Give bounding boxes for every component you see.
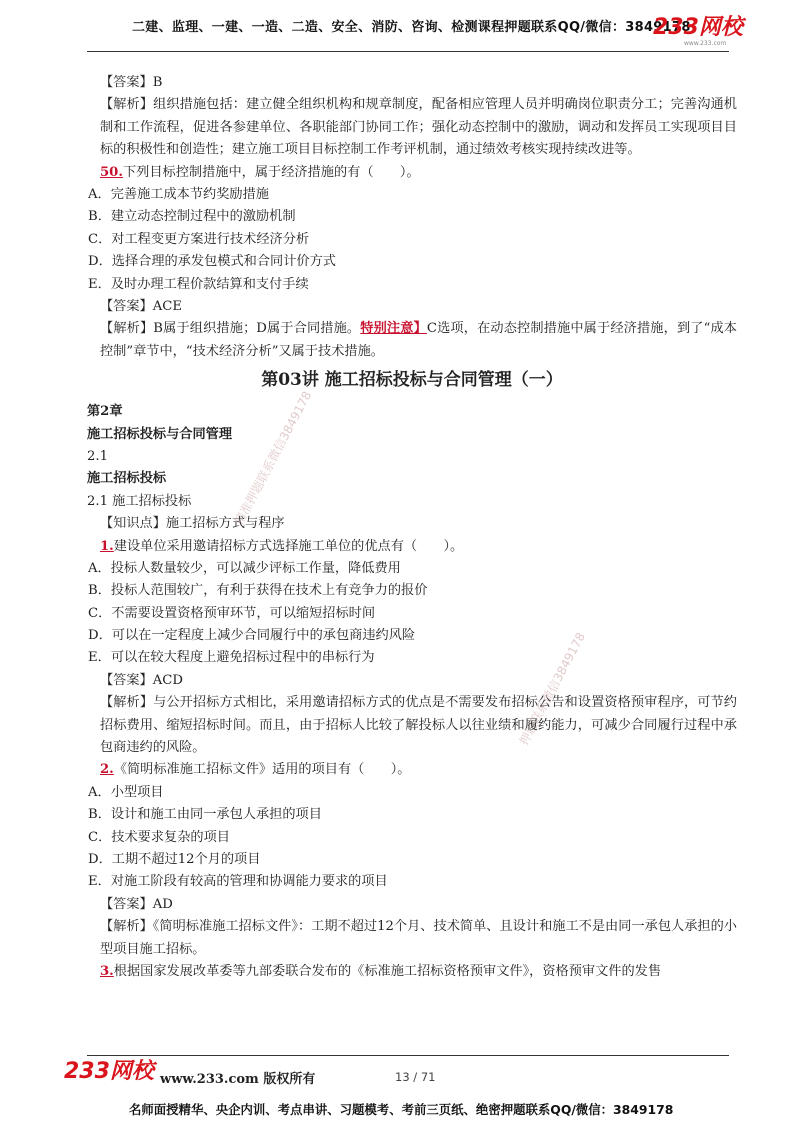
option-a: A．完善施工成本节约奖励措施 xyxy=(88,187,269,202)
option-d: D．可以在一定程度上减少合同履行中的承包商违约风险 xyxy=(88,628,416,644)
chapter-heading: 第2章 xyxy=(87,404,123,420)
question-number: 50. xyxy=(100,164,123,180)
page-header xyxy=(0,0,800,46)
watermark: 精准押题联系微信3849178 xyxy=(231,388,315,528)
lecture-title: 第03讲 施工招标投标与合同管理（一） xyxy=(261,370,563,391)
document-body xyxy=(87,72,737,983)
option-c: C．技术要求复杂的项目 xyxy=(88,829,230,845)
option-e: E．及时办理工程价款结算和支付手续 xyxy=(88,276,309,292)
option-e: E．可以在较大程度上避免招标过程中的串标行为 xyxy=(88,650,375,666)
chapter-title: 施工招标投标与合同管理 xyxy=(87,426,233,442)
option-c: C．不需要设置资格预审环节，可以缩短招标时间 xyxy=(88,605,376,621)
question-text: 《简明标准施工招标文件》适用的项目有（ ）。 xyxy=(113,762,411,778)
option-d: D．工期不超过12个月的项目 xyxy=(88,852,261,868)
footer-logo: 233网校 xyxy=(64,1059,154,1084)
answer-line: 【答案】AD xyxy=(100,896,173,912)
header-logo: 233网校 xyxy=(653,15,743,40)
question-stem xyxy=(87,759,737,781)
question-stem xyxy=(87,961,737,983)
question-stem xyxy=(87,162,737,184)
question-number: 1. xyxy=(100,538,114,554)
knowledge-point: 【知识点】施工招标方式与程序 xyxy=(100,516,285,532)
analysis-paragraph xyxy=(87,318,737,363)
answer-line: 【答案】ACE xyxy=(100,298,182,314)
question-number: 2. xyxy=(100,762,114,778)
analysis-paragraph: 【解析】《简明标准施工招标文件》：工期不超过12个月、技术简单、且设计和施工不是由同一承包人承担的小型项目施工招标。 xyxy=(100,919,737,957)
answer-line: 【答案】B xyxy=(100,75,163,90)
page-number: 13 / 71 xyxy=(395,1070,436,1084)
question-number: 3. xyxy=(100,964,114,979)
option-a: A．小型项目 xyxy=(88,784,164,800)
question-text: 建设单位采用邀请招标方式选择施工单位的优点有（ ）。 xyxy=(113,538,464,554)
header-contact-text: 二建、监理、一建、一造、二造、安全、消防、咨询、检测课程押题联系QQ/微信：3849178 xyxy=(132,20,691,35)
analysis-paragraph: 【解析】与公开招标方式相比，采用邀请招标方式的优点是不需要发布招标公告和设置资格预审程序，可节约招标费用、缩短招标时间。而且，由于招标人比较了解投标人以往业绩和履约能力，可减少合同履行过程中承包商违约的风险。 xyxy=(100,695,737,756)
footer-divider xyxy=(87,1055,729,1056)
answer-line: 【答案】ACD xyxy=(100,672,183,688)
watermark: 押题联系微信3849178 xyxy=(516,630,589,748)
question-stem xyxy=(87,536,737,558)
footer-copyright: www.233.com 版权所有 xyxy=(160,1072,316,1087)
section-title: 施工招标投标 xyxy=(87,471,167,487)
analysis-text: 【解析】B属于组织措施；D属于合同措施。 xyxy=(100,321,361,337)
section-heading: 2.1 施工招标投标 xyxy=(87,493,192,509)
question-text: 下列目标控制措施中，属于经济措施的有（ ）。 xyxy=(122,164,420,180)
special-note-label: 特别注意】 xyxy=(360,321,427,337)
analysis-text: C选项，在动态控制措施中属于经济措施，到了“成本控制”章节中，“技术经济分析”又属于技术措施。 xyxy=(100,321,737,359)
option-b: B．设计和施工由同一承包人承担的项目 xyxy=(88,807,322,823)
option-e: E．对施工阶段有较高的管理和协调能力要求的项目 xyxy=(88,874,388,890)
footer-promo-text: 名师面授精华、央企内训、考点串讲、习题模考、考前三页纸、绝密押题联系QQ/微信：3849178 xyxy=(129,1102,674,1117)
header-divider xyxy=(87,51,729,52)
analysis-paragraph: 【解析】组织措施包括：建立健全组织机构和规章制度，配备相应管理人员并明确岗位职责分工；完善沟通机制和工作流程，促进各参建单位、各职能部门协同工作；强化动态控制中的激励，调动和发挥员工实现项目目标的积极性和创造性；建立施工项目目标控制工作考评机制，通过绩效考核实现持续改进等。 xyxy=(100,97,737,158)
header-logo-url: www.233.com xyxy=(684,40,727,47)
option-b: B．投标人范围较广，有利于获得在技术上有竞争力的报价 xyxy=(88,583,428,599)
option-a: A．投标人数量较少，可以减少评标工作量，降低费用 xyxy=(88,560,401,576)
option-d: D．选择合理的承发包模式和合同计价方式 xyxy=(88,254,336,270)
question-text: 根据国家发展改革委等九部委联合发布的《标准施工招标资格预审文件》，资格预审文件的发售 xyxy=(113,964,662,979)
option-b: B．建立动态控制过程中的激励机制 xyxy=(88,209,296,225)
option-c: C．对工程变更方案进行技术经济分析 xyxy=(88,231,310,247)
section-number: 2.1 xyxy=(87,448,108,464)
